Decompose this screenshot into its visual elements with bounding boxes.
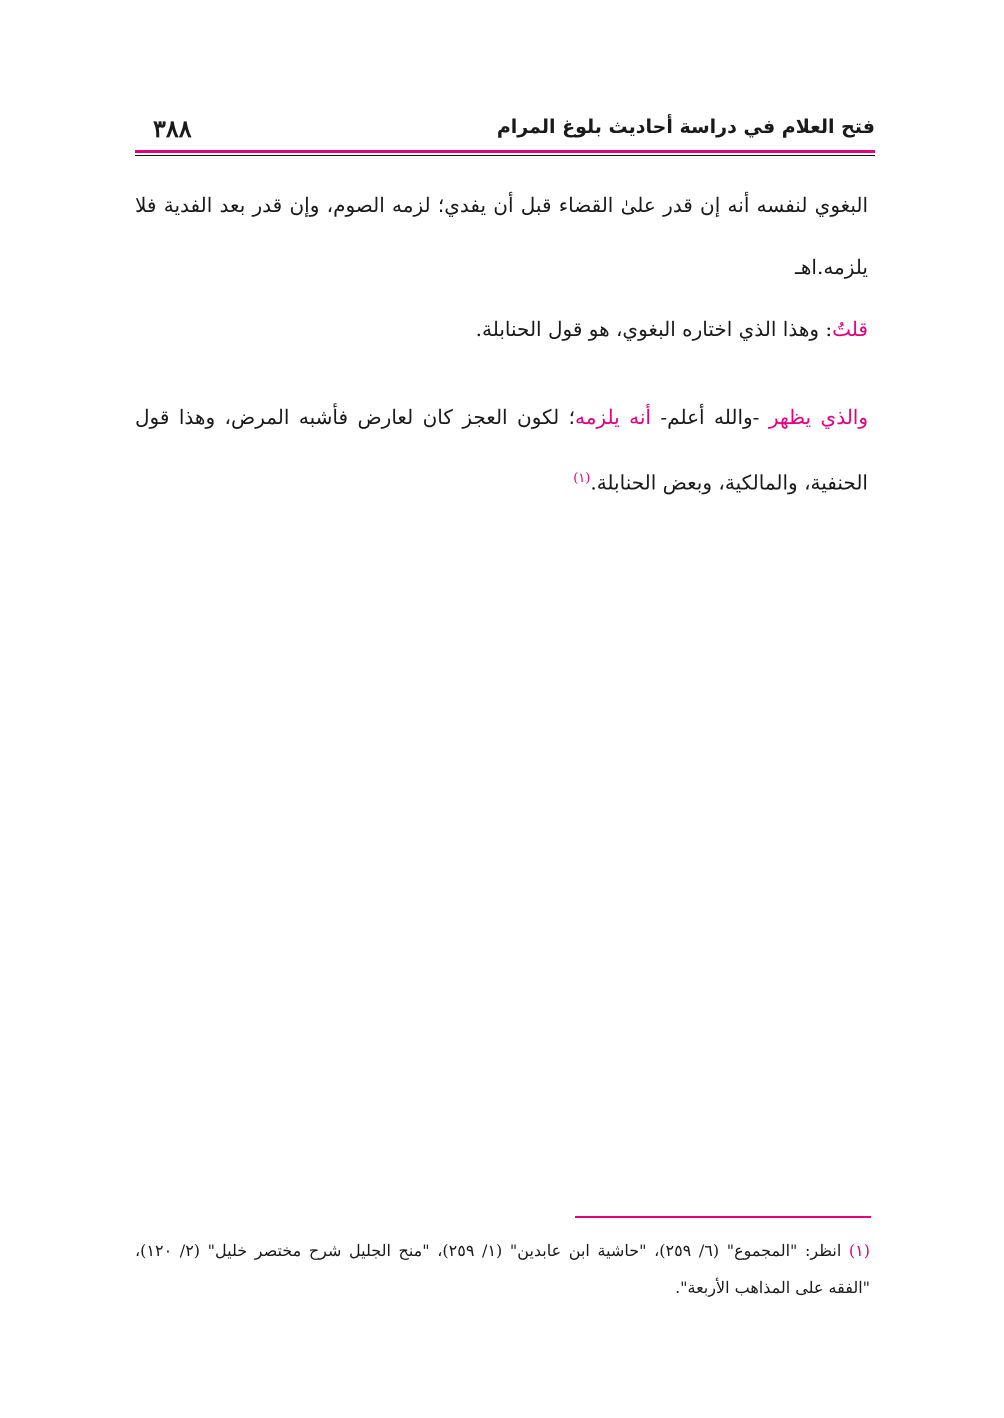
paragraph-3 [135,386,868,514]
paragraph-1 [135,174,868,298]
page-number: ٣٨٨ [153,114,192,143]
paragraph-3-text: ؛ لكون العجز كان لعارض فأشبه المرض، وهذا قول الحنفية، والمالكية، وبعض الحنابلة. [135,405,868,495]
footnote-text: انظر: "المجموع" (٦/ ٢٥٩)، "حاشية ابن عابدين" (١/ ٢٥٩)، "منح الجليل شرح مختصر خليل" (٢/ ١٢٠)، "الفقه على المذاهب الأربعة". [135,1241,870,1297]
footnote-reference[interactable]: (١) [573,471,591,486]
paragraph-1-text: البغوي لنفسه أنه إن قدر علىٰ القضاء قبل أن يفدي؛ لزمه الصوم، وإن قدر بعد الفدية فلا يلزمه.اهـ [135,193,868,279]
qultu-label: قلتُ [832,317,868,341]
footnote-separator [575,1216,871,1218]
paragraph-2-text: : وهذا الذي اختاره البغوي، هو قول الحنابلة. [475,317,833,341]
opinion-highlight: أنه يلزمه [575,405,651,429]
footnote [135,1232,870,1306]
header-rule [135,155,875,156]
opinion-aside: -والله أعلم- [650,405,769,429]
header-rule-accent [135,150,875,153]
footnote-number: (١) [848,1241,870,1260]
book-title: فتح العلام في دراسة أحاديث بلوغ المرام [496,116,875,138]
paragraph-2 [135,305,868,353]
page-header [135,112,875,148]
opinion-lead: والذي يظهر [768,405,869,429]
